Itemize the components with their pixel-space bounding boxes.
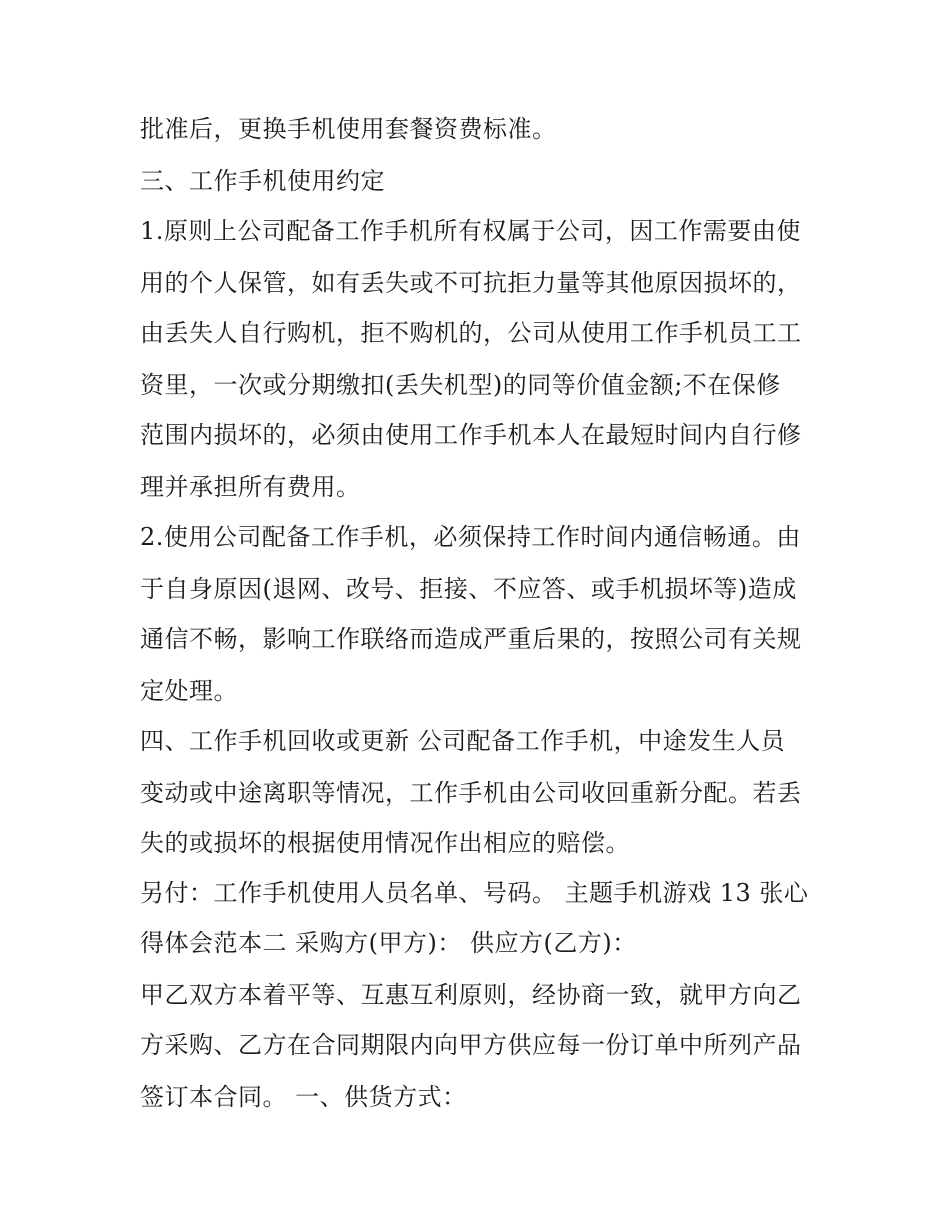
- text-line: 资里，一次或分期缴扣(丢失机型)的同等价值金额;不在保修: [140, 371, 781, 399]
- text-line: 1.原则上公司配备工作手机所有权属于公司，因工作需要由使: [140, 217, 801, 245]
- text-line: 方采购、乙方在合同期限内向甲方供应每一份订单中所列产品: [140, 1031, 802, 1059]
- text-line: 签订本合同。 一、供货方式：: [140, 1083, 467, 1111]
- text-line: 于自身原因(退网、改号、拒接、不应答、或手机损坏等)造成: [140, 575, 797, 603]
- text-line: 得体会范本二 采购方(甲方)： 供应方(乙方)：: [140, 929, 637, 957]
- text-line: 理并承担所有费用。: [140, 473, 361, 501]
- text-line: 失的或损坏的根据使用情况作出相应的赔偿。: [140, 829, 630, 857]
- text-line: 定处理。: [140, 677, 238, 705]
- text-line: 甲乙双方本着平等、互惠互利原则，经协商一致，就甲方向乙: [140, 981, 802, 1009]
- text-line: 通信不畅，影响工作联络而造成严重后果的，按照公司有关规: [140, 625, 802, 653]
- text-line: 批准后，更换手机使用套餐资费标准。: [140, 115, 557, 143]
- text-line: 范围内损坏的，必须由使用工作手机本人在最短时间内自行修: [140, 421, 802, 449]
- text-line: 变动或中途离职等情况，工作手机由公司收回重新分配。若丢: [140, 779, 802, 807]
- section-heading: 三、工作手机使用约定: [140, 167, 385, 195]
- text-line: 另付：工作手机使用人员名单、号码。 主题手机游戏 13 张心: [140, 879, 809, 907]
- text-line: 用的个人保管，如有丢失或不可抗拒力量等其他原因损坏的，: [140, 269, 802, 297]
- text-line: 2.使用公司配备工作手机，必须保持工作时间内通信畅通。由: [140, 523, 801, 551]
- section-heading: 四、工作手机回收或更新 公司配备工作手机，中途发生人员: [140, 727, 786, 755]
- text-line: 由丢失人自行购机，拒不购机的，公司从使用工作手机员工工: [140, 319, 802, 347]
